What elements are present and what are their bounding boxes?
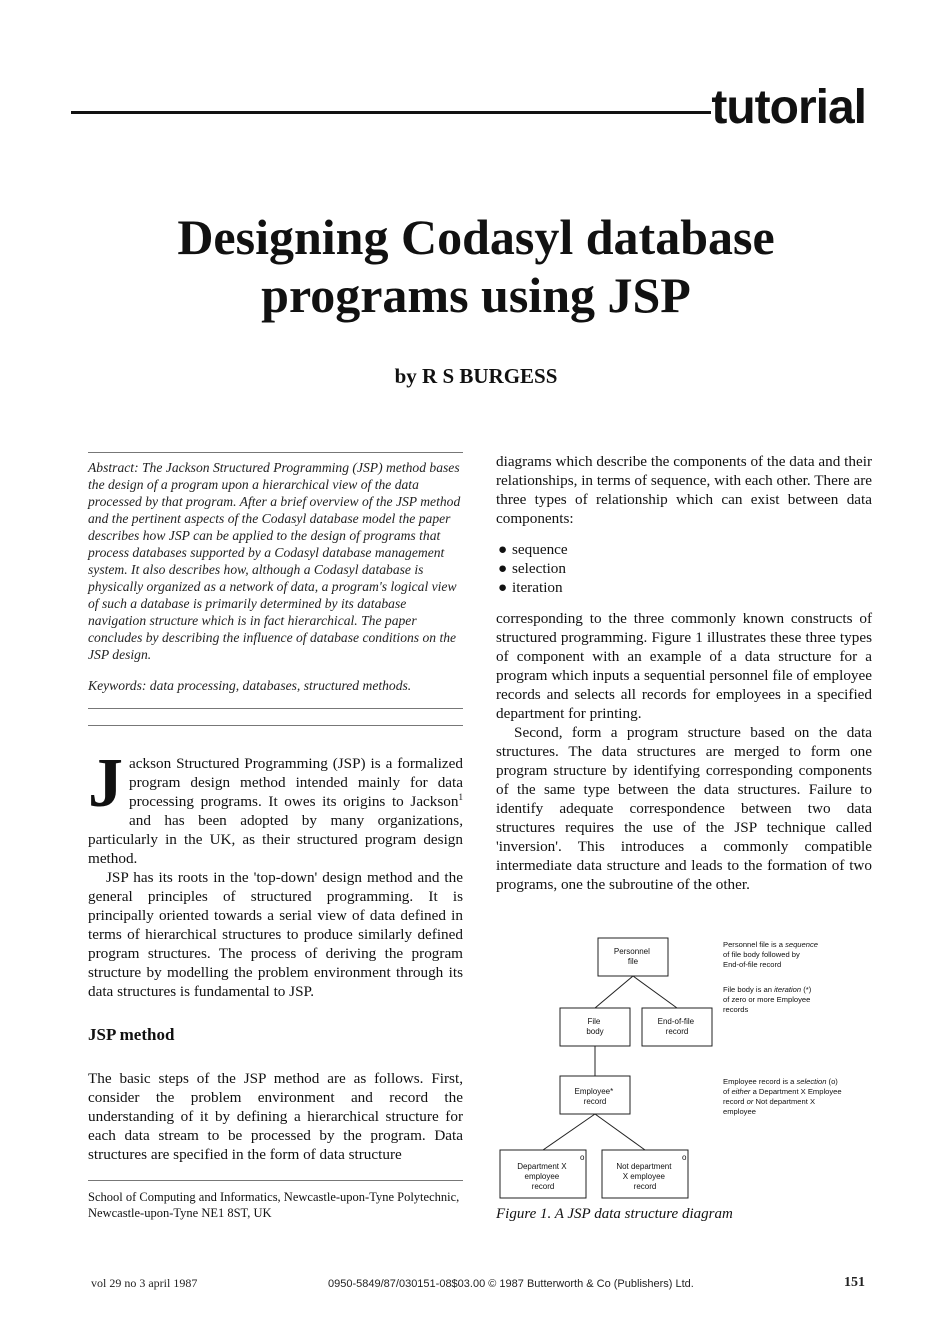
paragraph-program-structure: Second, form a program structure based on the data structures. The data structures are merged to form one program structure by identifying corresponding components of the same type between the data structures. Failure to identify adequate correspondence between two data structures requires the use of the JSP technique called 'inversion'. This introduces a commonly compatible intermediate data structure and leads to the formation of two programs, one the subroutine of the other. — [496, 724, 872, 893]
paragraph-diagrams: diagrams which describe the components of the data and their relationships, in terms of sequence, with each other. There are three types of relationship which can exist between data components: — [496, 453, 872, 527]
intro-text-a: ackson Structured Programming (JSP) is a formalized program design method intended mainly for data processing programs. It owes its origins to Jackson — [129, 755, 463, 810]
intro-paragraph — [88, 745, 463, 868]
footer-publisher: 0950-5849/87/030151-08$03.00 © 1987 Butterworth & Co (Publishers) Ltd. — [328, 1278, 694, 1290]
figure-caption: Figure 1. A JSP data structure diagram — [496, 1206, 733, 1222]
note-selection: Employee record is a selection (o) of either a Department X Employee record or Not department X employee — [723, 1077, 842, 1116]
title-line-1: Designing Codasyl database — [177, 209, 775, 265]
article-title — [0, 208, 952, 324]
drop-cap: J — [88, 745, 123, 822]
edge-employee-notdept — [595, 1114, 645, 1150]
byline: by R S BURGESS — [394, 364, 558, 388]
page-number: 151 — [844, 1275, 865, 1290]
section-label: tutorial — [711, 81, 866, 134]
label-personnel-file: Personnel file — [613, 947, 650, 966]
affiliation-footnote — [88, 1180, 463, 1221]
label-not-department: Not department X employee record — [616, 1162, 672, 1191]
list-item: ● sequence — [498, 541, 568, 558]
edge-personnel-body — [595, 976, 633, 1008]
selection-marker-notdept: o — [682, 1153, 687, 1162]
paragraph-constructs: corresponding to the three commonly known constructs of structured programming. Figure 1 illustrates these three types of component with an example of a data structure for a program which inputs a sequential personnel file of employee records and selects all records for employees in a specified department for printing. — [496, 610, 872, 722]
paragraph-basic-steps: The basic steps of the JSP method are as follows. First, consider the problem environment and record the understanding of it by defining a hierarchical structure for each data stream to be processed by the program. Data structures are specified in the form of data structure — [88, 1070, 463, 1163]
bullet-icon: ● — [498, 541, 508, 558]
list-item: ● iteration — [498, 579, 563, 596]
bullet-icon: ● — [498, 579, 508, 596]
selection-marker-deptx: o — [580, 1153, 585, 1162]
edge-employee-deptx — [543, 1114, 595, 1150]
label-department-x: Department X employee record — [517, 1162, 567, 1191]
label-file-body: File body — [586, 1017, 604, 1036]
footnote-rule — [88, 1180, 463, 1181]
list-item: ● selection — [498, 560, 566, 577]
edge-personnel-eof — [633, 976, 677, 1008]
title-line-2: programs using JSP — [261, 267, 691, 323]
footer-issue: vol 29 no 3 april 1987 — [91, 1276, 198, 1290]
intro-rule — [88, 725, 463, 726]
note-sequence: Personnel file is a sequence of file body followed by End-of-file record — [723, 940, 818, 969]
relationship-list — [496, 540, 872, 597]
abstract: Abstract: The Jackson Structured Programming (JSP) method bases the design of a program upon a hierarchical view of the data processed by that program. After a brief overview of the JSP method and the pertinent aspects of the Codasyl database model the paper describes how JSP can be applied to the design of programs that process databases supported by a Codasyl database management system. It also describes how, although a Codasyl database is physically organized as a network of data, a program's logical view of such a database is primarily determined by its database navigation structure which is in fact hierarchical. The paper concludes by describing the influence of database conditions on the JSP design. — [88, 460, 461, 662]
section-rule — [71, 111, 711, 114]
keywords: Keywords: data processing, databases, structured methods. — [88, 678, 412, 693]
bullet-icon: ● — [498, 560, 508, 577]
reference-1[interactable]: 1 — [458, 791, 463, 802]
figure-1 — [496, 932, 872, 1202]
paragraph-roots: JSP has its roots in the 'top-down' design method and the general principles of structured programming. It is principally oriented towards a serial view of data defined in terms of hierarchical structures to produce similarly defined program structures. The process of deriving the program structure by modelling the problem environment through its data structures is fundamental to JSP. — [88, 869, 463, 1000]
abstract-bottom-rule — [88, 708, 463, 709]
section-heading-jsp-method: JSP method — [88, 1025, 175, 1044]
note-iteration: File body is an iteration (*) of zero or more Employee records — [723, 985, 812, 1014]
abstract-top-rule — [88, 452, 463, 453]
jsp-diagram — [496, 932, 872, 1202]
label-employee-record: Employee* record — [574, 1087, 614, 1106]
intro-text-b: and has been adopted by many organizations, particularly in the UK, as their structured program design method. — [88, 812, 463, 867]
left-column — [88, 452, 463, 1164]
affiliation-text: School of Computing and Informatics, Newcastle-upon-Tyne Polytechnic, Newcastle-upon-Tyne NE1 8ST, UK — [88, 1190, 460, 1220]
right-column — [496, 452, 872, 894]
label-end-of-file: End-of-file record — [657, 1017, 695, 1036]
